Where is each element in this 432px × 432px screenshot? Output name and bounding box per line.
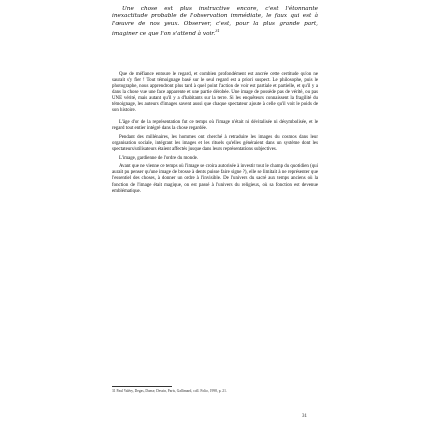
paragraph-millenaires: Pendant des millénaires, les hommes ont cherché à retraduire les images du cosmos dans leur organisation sociale, intégrant les images et les rituels qu'elles généraient dans un système dont les spectateurs/utilisateurs étaient affectés jusque dans leurs représentations subjectives. — [112, 135, 318, 153]
paragraph-age-dor: L'âge d'or de la représentation fut ce temps où l'image n'était ni dévitalisée ni désymbolisée, et le regard tout entier intégré dans la chose regardée. — [112, 120, 318, 132]
footnote: 31 Paul Valéry, Degas, Danse, Dessin, Paris, Gallimard, coll. Folio, 1998, p. 21. — [112, 389, 227, 393]
epigraph-quote — [112, 6, 318, 38]
paragraph-avant: Avant que ne vienne ce temps où l'image se croira autorisée à investir tout le champ du quotidien (qui aurait pu penser qu'une image de brosse à dents puisse faire signe ?), elle se limitait à ne représenter que l'essentiel des choses, à donner un ordre à l'invisible. De l'univers du sacré aux temps anciens où la fonction de l'image était magique, on est passé à l'univers du religieux, où sa fonction est devenue emblématique. — [112, 164, 318, 194]
body-text — [112, 72, 318, 197]
footnote-divider — [112, 386, 172, 387]
footnote-marker: 31 — [215, 28, 220, 33]
epigraph-text: Une chose est plus instructive encore, c'est l'étonnante inexactitude probable de l'observation immédiate, le faux qui est à l'œuvre de nos yeux. Observer, c'est, pour la plus grande part, imaginer ce que l'on s'attend à voir. — [112, 6, 318, 37]
paragraph-gardienne: L'image, gardienne de l'ordre du monde. — [119, 155, 199, 161]
page-number: 31 — [302, 414, 307, 419]
paragraph-regard: Que de méfiance entoure le regard, et combien profondément est ancrée cette certitude qu'on ne saurait s'y fier ! Tout témoignage basé sur le seul regard est a priori suspect. Le philosophe, puis le photographe, nous apprendront plus tard à quel point l'action de voir est partiale et partielle, et qu'il y a dans la chose vue une face apparente et une partie dérobée. Une image de possède pas de vérité, ou pas UNE vérité, mais autant qu'il y a d'habitants sur la terre. Si les enquêteurs connaissent la fragilité du témoignage, les auteurs d'images savent aussi que chaque spectateur ajoute à celle qu'il voit le poids de son histoire. — [112, 72, 318, 114]
